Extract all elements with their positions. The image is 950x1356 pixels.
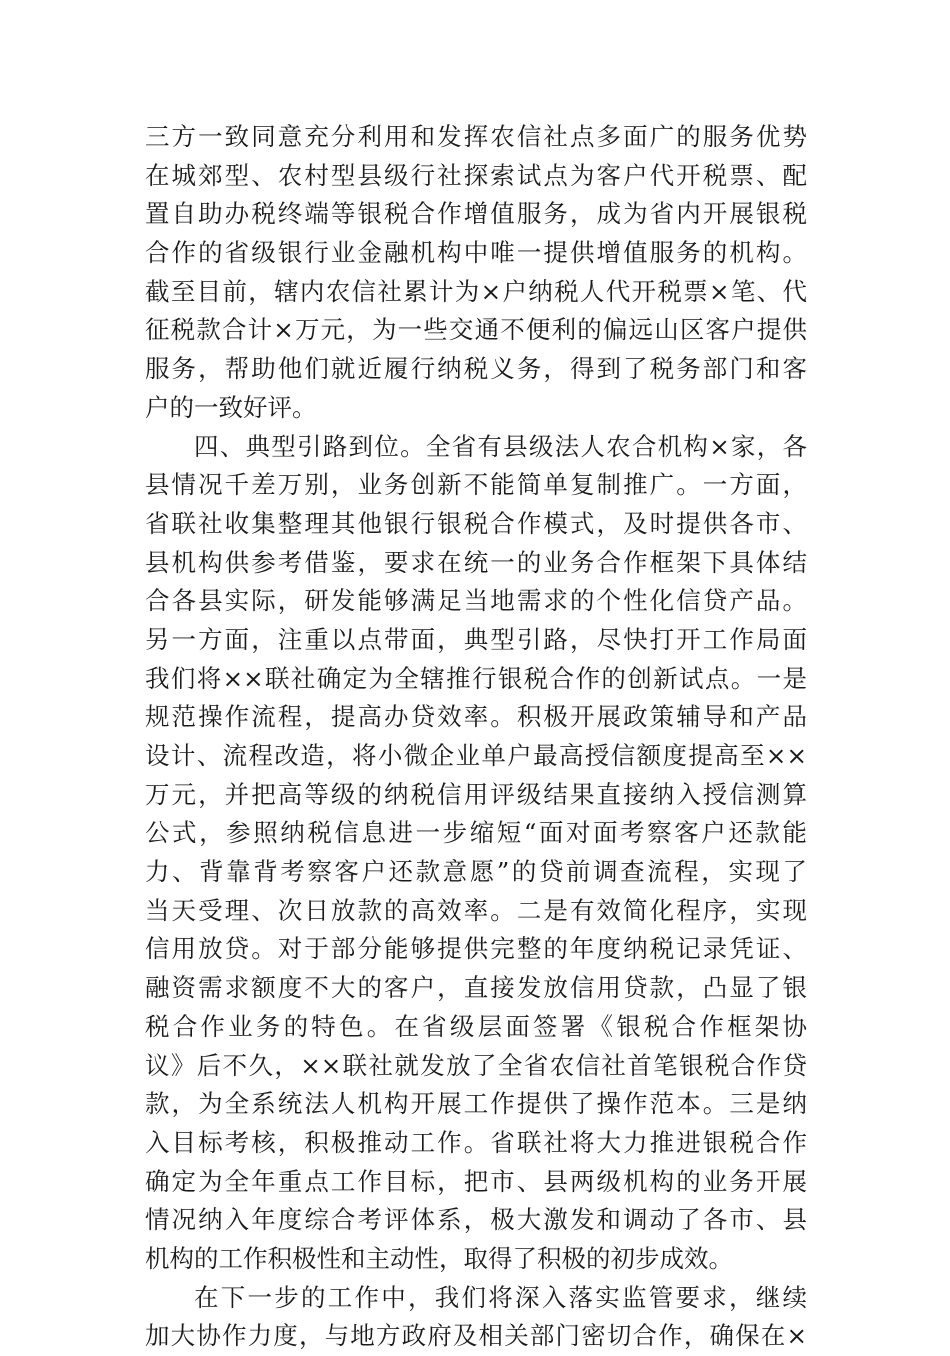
text-line: 三方一致同意充分利用和发挥农信社点多面广的服务优势	[145, 122, 807, 151]
text-line: 在城郊型、农村型县级行社探索试点为客户代开税票、配	[145, 160, 807, 190]
text-line: 另一方面，注重以点带面，典型引路，尽快打开工作局面	[145, 624, 807, 654]
text-line: 加大协作力度，与地方政府及相关部门密切合作，确保在×	[145, 1321, 807, 1351]
text-line: 设计、流程改造，将小微企业单户最高授信额度提高至××	[145, 741, 807, 770]
text-line: 户的一致好评。	[145, 392, 317, 422]
text-line: 县机构供参考借鉴，要求在统一的业务合作框架下具体结	[145, 547, 807, 577]
text-line: 税合作业务的特色。在省级层面签署《银税合作框架协	[145, 1011, 807, 1041]
text-line: 省联社收集整理其他银行银税合作模式，及时提供各市、	[145, 508, 807, 538]
text-line: 在下一步的工作中，我们将深入落实监管要求，继续	[194, 1282, 807, 1312]
text-line: 征税款合计×万元，为一些交通不便利的偏远山区客户提供	[145, 315, 807, 345]
text-line: 万元，并把高等级的纳税信用评级结果直接纳入授信测算	[145, 779, 807, 809]
text-line: 议》后不久，××联社就发放了全省农信社首笔银税合作贷	[145, 1050, 807, 1080]
text-line: 服务，帮助他们就近履行纳税义务，得到了税务部门和客	[145, 354, 807, 384]
document-body	[145, 118, 807, 1356]
text-line: 当天受理、次日放款的高效率。二是有效简化程序，实现	[145, 895, 807, 925]
text-line: 融资需求额度不大的客户，直接发放信用贷款，凸显了银	[145, 973, 807, 1003]
text-line: 四、典型引路到位。全省有县级法人农合机构×家，各	[194, 431, 807, 461]
text-line: 合作的省级银行业金融机构中唯一提供增值服务的机构。	[145, 238, 807, 268]
text-line: 力、背靠背考察客户还款意愿”的贷前调查流程，实现了	[145, 857, 807, 887]
text-line: 情况纳入年度综合考评体系，极大激发和调动了各市、县	[145, 1205, 807, 1235]
text-line: 确定为全年重点工作目标，把市、县两级机构的业务开展	[145, 1166, 807, 1196]
text-line: 县情况千差万别，业务创新不能简单复制推广。一方面，	[145, 470, 807, 500]
text-line: 款，为全系统法人机构开展工作提供了操作范本。三是纳	[145, 1089, 807, 1119]
text-line: 规范操作流程，提高办贷效率。积极开展政策辅导和产品	[145, 702, 807, 732]
text-line: 截至目前，辖内农信社累计为×户纳税人代开税票×笔、代	[145, 276, 807, 306]
text-line: 置自助办税终端等银税合作增值服务，成为省内开展银税	[145, 199, 807, 229]
text-line: 公式，参照纳税信息进一步缩短“面对面考察客户还款能	[145, 818, 807, 848]
text-line: 我们将××联社确定为全辖推行银税合作的创新试点。一是	[145, 663, 807, 693]
text-line: 机构的工作积极性和主动性，取得了积极的初步成效。	[145, 1243, 733, 1273]
text-line: 入目标考核，积极推动工作。省联社将大力推进银税合作	[145, 1127, 807, 1157]
text-line: 信用放贷。对于部分能够提供完整的年度纳税记录凭证、	[145, 934, 807, 964]
text-line: 合各县实际，研发能够满足当地需求的个性化信贷产品。	[145, 586, 807, 616]
